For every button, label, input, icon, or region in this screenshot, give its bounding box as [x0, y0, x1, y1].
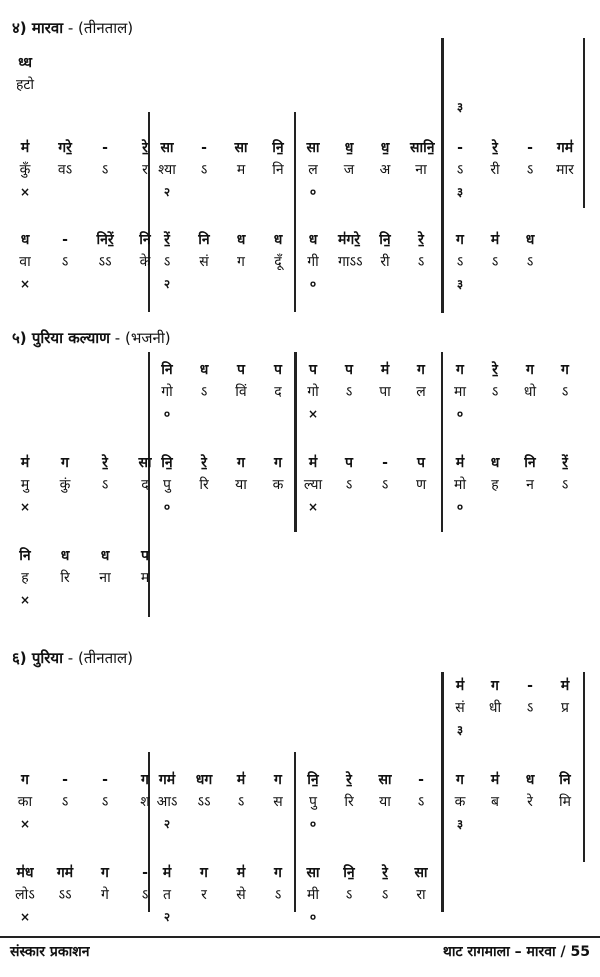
lyric-syllable: पु: [163, 477, 171, 493]
lyric-syllable: री: [490, 162, 500, 178]
swar-note: नि॒: [343, 865, 355, 881]
swar-note: -: [102, 140, 108, 156]
taal-mark: ०: [163, 407, 171, 421]
swar-note: नि॒: [272, 140, 284, 156]
lyric-syllable: ऽ: [526, 700, 534, 716]
lyric-syllable: ऽ: [274, 887, 282, 903]
swar-note: सा: [306, 865, 320, 881]
lyric-syllable: या: [379, 794, 391, 810]
swar-note: सा: [160, 140, 174, 156]
vibhag-divider: [294, 352, 297, 532]
section-title-puriya-kalyan: ५) पुरिया कल्याण - (भजनी): [12, 329, 171, 347]
swar-note: ध: [525, 232, 535, 248]
lyric-syllable: मार: [556, 162, 574, 178]
lyric-syllable: दूँ: [274, 254, 282, 270]
taal-mark: ×: [19, 500, 31, 514]
taal-mark: ×: [19, 910, 31, 924]
lyric-syllable: ऽ: [101, 162, 109, 178]
swar-note: नि: [198, 232, 210, 248]
swar-note: गम॑: [556, 140, 574, 156]
swar-note: रे॒: [102, 455, 108, 471]
lyric-syllable: ऽ: [237, 794, 245, 810]
swar-note: म॑: [490, 232, 500, 248]
swar-note: सा: [234, 140, 248, 156]
swar-note: रे॒: [142, 140, 148, 156]
lyric-syllable: ऽऽ: [197, 794, 211, 810]
lyric-syllable: ऽ: [141, 887, 149, 903]
swar-note: नि: [161, 362, 173, 378]
lyric-syllable: ऽ: [61, 254, 69, 270]
lyric-syllable: सं: [455, 700, 465, 716]
swar-note: ग: [456, 362, 464, 378]
swar-note: म॑: [20, 140, 30, 156]
taal-mark: २: [163, 185, 171, 199]
swar-note: गम॑: [56, 865, 74, 881]
swar-note: नि: [559, 772, 571, 788]
swar-note: निरें॒: [96, 232, 114, 248]
lyric-syllable: म: [236, 162, 246, 178]
lyric-syllable: अ: [379, 162, 391, 178]
lyric-syllable: नि: [272, 162, 284, 178]
swar-note: -: [382, 455, 388, 471]
lyric-syllable: गी: [307, 254, 319, 270]
swar-note: धग: [195, 772, 213, 788]
lyric-syllable: द: [274, 384, 282, 400]
swar-note: रे॒: [201, 455, 207, 471]
lyric-syllable: ऽ: [101, 794, 109, 810]
lyric-syllable: स: [273, 794, 283, 810]
page-footer-title: थाट रागमाला – मारवा / 55: [442, 944, 590, 960]
lyric-syllable: ऽ: [491, 254, 499, 270]
lyric-syllable: वऽ: [57, 162, 73, 178]
vibhag-divider: [441, 352, 443, 532]
swar-note: ग: [61, 455, 69, 471]
swar-note: ध॒: [344, 140, 354, 156]
taal-mark: ३: [456, 277, 464, 291]
lyric-syllable: लोऽ: [15, 887, 35, 903]
lyric-syllable: ऽ: [381, 887, 389, 903]
section-taal: (भजनी): [124, 329, 171, 347]
lyric-syllable: क: [454, 794, 466, 810]
swar-note: ग: [274, 772, 282, 788]
taal-mark: २: [163, 910, 171, 924]
swar-note: रे॒: [492, 362, 498, 378]
swar-note: नि: [524, 455, 536, 471]
swar-note: रें॒: [164, 232, 170, 248]
lyric-syllable: द: [141, 477, 149, 493]
section-name: ४) मारवा: [12, 19, 64, 37]
lyric-syllable: ऽ: [561, 384, 569, 400]
swar-note: -: [527, 678, 533, 694]
lyric-syllable: ल: [416, 384, 426, 400]
swar-note: ध: [236, 232, 246, 248]
lyric-syllable: के: [139, 254, 151, 270]
lyric-syllable: ऽ: [381, 477, 389, 493]
swar-note: नि: [139, 232, 151, 248]
lyric-syllable: ऽ: [345, 384, 353, 400]
lyric-syllable: ऽ: [61, 794, 69, 810]
lyric-syllable: वा: [19, 254, 31, 270]
swar-note: प: [237, 362, 245, 378]
swar-note: ध: [525, 772, 535, 788]
taal-mark: ×: [19, 593, 31, 607]
swar-note: ग: [274, 865, 282, 881]
taal-mark: ०: [456, 500, 464, 514]
lyric-syllable: र: [142, 162, 148, 178]
swar-note: प: [309, 362, 317, 378]
lyric-syllable: ऽ: [491, 384, 499, 400]
lyric-syllable: मु: [20, 477, 30, 493]
swar-note: ग: [491, 678, 499, 694]
footer-rule: [0, 936, 600, 938]
lyric-syllable: ब: [491, 794, 499, 810]
swar-note: सा: [306, 140, 320, 156]
lyric-syllable: गो: [161, 384, 173, 400]
lyric-syllable: ल: [308, 162, 318, 178]
taal-mark: ३: [456, 817, 464, 831]
swar-note: रें॒: [562, 455, 568, 471]
swar-note: रे॒: [492, 140, 498, 156]
swar-note: ध: [490, 455, 500, 471]
lyric-syllable: ऽ: [345, 477, 353, 493]
section-title-marwa: ४) मारवा - (तीनताल): [12, 19, 134, 37]
swar-note: म॑: [236, 865, 246, 881]
lyric-syllable: विं: [235, 384, 247, 400]
lyric-syllable: से: [236, 887, 246, 903]
swar-note: सा: [138, 455, 152, 471]
taal-mark: ०: [456, 407, 464, 421]
swar-note: -: [102, 772, 108, 788]
swar-note: सा: [414, 865, 428, 881]
taal-mark: ०: [309, 910, 317, 924]
lyric-syllable: ऽ: [345, 887, 353, 903]
swar-note: गरे॒: [58, 140, 72, 156]
lyric-syllable: गाऽऽ: [338, 254, 363, 270]
vibhag-divider: [441, 672, 444, 912]
section-name: ५) पुरिया कल्याण: [12, 329, 111, 347]
swar-note: ग: [141, 772, 149, 788]
swar-note: ग: [200, 865, 208, 881]
swar-note: म॑: [455, 678, 465, 694]
lyric-syllable: क: [272, 477, 284, 493]
swar-note: ध: [273, 232, 283, 248]
swar-note: -: [142, 865, 148, 881]
lyric-syllable: ऽ: [526, 162, 534, 178]
lyric-syllable: ना: [415, 162, 427, 178]
section-name: ६) पुरिया: [12, 649, 64, 667]
taal-mark: २: [163, 817, 171, 831]
lyric-syllable: पा: [379, 384, 391, 400]
taal-mark: २: [163, 277, 171, 291]
lyric-syllable: ऽ: [456, 162, 464, 178]
lyric-syllable: रि: [344, 794, 354, 810]
swar-note: -: [418, 772, 424, 788]
lyric-syllable: ऽ: [101, 477, 109, 493]
swar-note: नि: [19, 548, 31, 564]
swar-note: गम॑: [158, 772, 176, 788]
swar-note: ग: [561, 362, 569, 378]
swar-note: नि॒: [307, 772, 319, 788]
taal-mark: ×: [19, 277, 31, 291]
lyric-syllable: आऽ: [156, 794, 178, 810]
swar-note: ग: [274, 455, 282, 471]
lyric-syllable: कुं: [59, 477, 71, 493]
lyric-syllable: गो: [307, 384, 319, 400]
swar-note: -: [62, 232, 68, 248]
lyric-syllable: र: [201, 887, 207, 903]
swar-note: ग: [456, 772, 464, 788]
swar-note: -: [62, 772, 68, 788]
lyric-syllable: ण: [415, 477, 427, 493]
swar-note: ध्ध: [18, 55, 32, 71]
swar-note: म॑: [20, 455, 30, 471]
lyric-syllable: धो: [523, 384, 537, 400]
lyric-syllable: ऽ: [526, 254, 534, 270]
swar-note: म॑: [455, 455, 465, 471]
lyric-syllable: धी: [488, 700, 502, 716]
lyric-syllable: ऽ: [200, 384, 208, 400]
swar-note: -: [457, 140, 463, 156]
lyric-syllable: सं: [199, 254, 209, 270]
taal-mark: ×: [19, 185, 31, 199]
swar-note: ध: [199, 362, 209, 378]
section-taal: (तीनताल): [77, 649, 134, 667]
swar-note: रे॒: [382, 865, 388, 881]
lyric-syllable: गे: [101, 887, 109, 903]
swar-note: म॑ध: [16, 865, 34, 881]
swar-note: ग: [237, 455, 245, 471]
vibhag-divider: [294, 112, 296, 312]
swar-note: प: [274, 362, 282, 378]
swar-note: म॑: [380, 362, 390, 378]
swar-note: म॑: [560, 678, 570, 694]
swar-note: ध॒: [380, 140, 390, 156]
swar-note: -: [527, 140, 533, 156]
swar-note: म॑: [490, 772, 500, 788]
lyric-syllable: का: [17, 794, 33, 810]
vibhag-divider: [294, 752, 296, 912]
swar-note: ध: [20, 232, 30, 248]
swar-note: नि॒: [379, 232, 391, 248]
taal-mark: ×: [19, 817, 31, 831]
swar-note: ग: [101, 865, 109, 881]
lyric-syllable: ऽ: [417, 254, 425, 270]
lyric-syllable: ऽ: [163, 254, 171, 270]
swar-note: म॑: [308, 455, 318, 471]
swar-note: ग: [456, 232, 464, 248]
lyric-syllable: ऽ: [417, 794, 425, 810]
lyric-syllable: ऽऽ: [58, 887, 72, 903]
lyric-syllable: ऽ: [200, 162, 208, 178]
vibhag-divider: [583, 672, 585, 862]
lyric-syllable: प्र: [561, 700, 569, 716]
lyric-syllable: ज: [343, 162, 355, 178]
lyric-syllable: पु: [309, 794, 317, 810]
lyric-syllable: मी: [307, 887, 319, 903]
swar-note: म॑: [162, 865, 172, 881]
lyric-syllable: ह: [491, 477, 499, 493]
swar-note: प: [141, 548, 149, 564]
lyric-syllable: श: [140, 794, 150, 810]
lyric-syllable: ऽ: [561, 477, 569, 493]
swar-note: ध: [60, 548, 70, 564]
taal-mark: ०: [309, 277, 317, 291]
lyric-syllable: रि: [199, 477, 209, 493]
swar-note: ग: [417, 362, 425, 378]
lyric-syllable: कुँ: [19, 162, 31, 178]
swar-note: -: [201, 140, 207, 156]
lyric-syllable: न: [526, 477, 534, 493]
lyric-syllable: रा: [416, 887, 426, 903]
swar-note: रे॒: [418, 232, 424, 248]
swar-note: प: [345, 362, 353, 378]
swar-note: प: [345, 455, 353, 471]
lyric-syllable: ग: [237, 254, 245, 270]
taal-mark: ३: [456, 100, 464, 114]
lyric-syllable: त: [163, 887, 171, 903]
lyric-syllable: ल्या: [303, 477, 323, 493]
lyric-syllable: हटो: [15, 77, 35, 93]
taal-mark: ×: [307, 500, 319, 514]
taal-mark: ३: [456, 185, 464, 199]
swar-note: ध: [100, 548, 110, 564]
swar-note: ग: [526, 362, 534, 378]
vibhag-divider: [441, 38, 444, 313]
lyric-syllable: ना: [99, 570, 111, 586]
lyric-syllable: मा: [454, 384, 466, 400]
lyric-syllable: श्या: [158, 162, 176, 178]
swar-note: ध: [308, 232, 318, 248]
lyric-syllable: री: [380, 254, 390, 270]
lyric-syllable: मो: [454, 477, 466, 493]
lyric-syllable: ऽ: [456, 254, 464, 270]
swar-note: सा: [378, 772, 392, 788]
taal-mark: ०: [309, 185, 317, 199]
lyric-syllable: ऽऽ: [98, 254, 112, 270]
lyric-syllable: रि: [60, 570, 70, 586]
lyric-syllable: म: [140, 570, 150, 586]
taal-mark: ×: [307, 407, 319, 421]
swar-note: रे॒: [346, 772, 352, 788]
section-taal: (तीनताल): [78, 19, 134, 37]
swar-note: म॑गरे॒: [338, 232, 360, 248]
swar-note: प: [417, 455, 425, 471]
lyric-syllable: रे: [527, 794, 533, 810]
lyric-syllable: या: [235, 477, 247, 493]
publisher-name: संस्कार प्रकाशन: [10, 944, 90, 960]
vibhag-divider: [583, 38, 585, 208]
taal-mark: ३: [456, 723, 464, 737]
swar-note: सानि॒: [410, 140, 435, 156]
taal-mark: ०: [163, 500, 171, 514]
lyric-syllable: ह: [21, 570, 29, 586]
swar-note: नि॒: [161, 455, 173, 471]
lyric-syllable: मि: [559, 794, 571, 810]
taal-mark: ०: [309, 817, 317, 831]
section-title-puriya: ६) पुरिया - (तीनताल): [12, 649, 134, 667]
swar-note: ग: [21, 772, 29, 788]
swar-note: म॑: [236, 772, 246, 788]
